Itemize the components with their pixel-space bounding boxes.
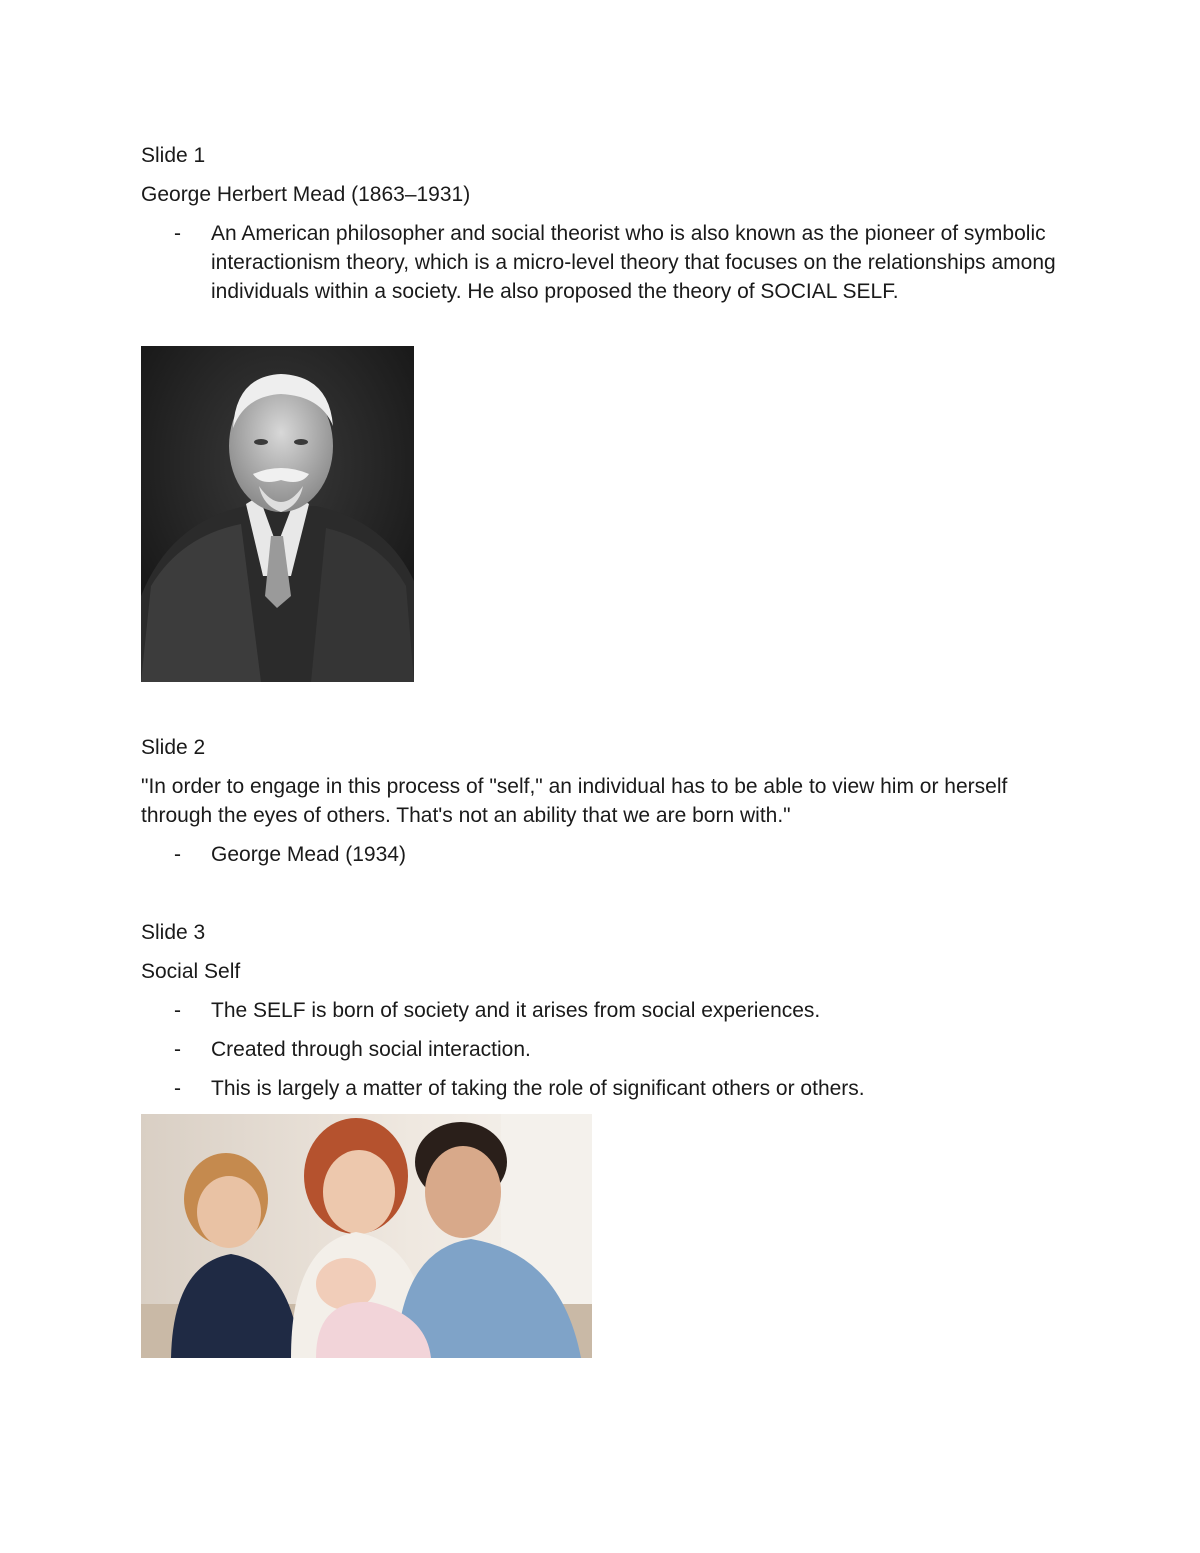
mead-portrait-photo: [141, 346, 414, 682]
slide-3-label: Slide 3: [141, 921, 206, 944]
slide-1-title: George Herbert Mead (1863–1931): [141, 183, 471, 206]
slide-2-quote: "In order to engage in this process of "self," an individual has to be able to view him or herself through the eyes of others. That's not an ability that we are born with.": [141, 775, 1008, 827]
bullet-dash: -: [174, 999, 181, 1022]
slide-3-bullet: [141, 996, 1061, 1025]
slide-2-attribution-row: [141, 840, 1061, 869]
family-photo: [141, 1114, 592, 1358]
bullet-dash: -: [174, 222, 181, 245]
slide-2-section: [141, 733, 1061, 869]
slide-2-label: Slide 2: [141, 736, 206, 759]
slide-3-bullet: [141, 1035, 1061, 1064]
slide-3-bullet-text: Created through social interaction.: [211, 1038, 531, 1061]
slide-1-bullet-text: An American philosopher and social theorist who is also known as the pioneer of symbolic interactionism theory, which is a micro-level theory that focuses on the relationships among individuals within a society. He also proposed the theory of SOCIAL SELF.: [211, 222, 1056, 303]
slide-3-bullet-text: This is largely a matter of taking the role of significant others or others.: [211, 1077, 865, 1100]
slide-2-attribution: George Mead (1934): [211, 843, 406, 866]
bullet-dash: -: [174, 843, 181, 866]
slide-1-bullet: [141, 219, 1061, 306]
bullet-dash: -: [174, 1038, 181, 1061]
slide-1-label: Slide 1: [141, 144, 206, 167]
slide-3-bullet-text: The SELF is born of society and it arises from social experiences.: [211, 999, 821, 1022]
slide-3-bullet: [141, 1074, 1061, 1103]
slide-3-title: Social Self: [141, 960, 241, 983]
slide-3-section: [141, 918, 1061, 1103]
bullet-dash: -: [174, 1077, 181, 1100]
slide-1-section: [141, 141, 1061, 306]
